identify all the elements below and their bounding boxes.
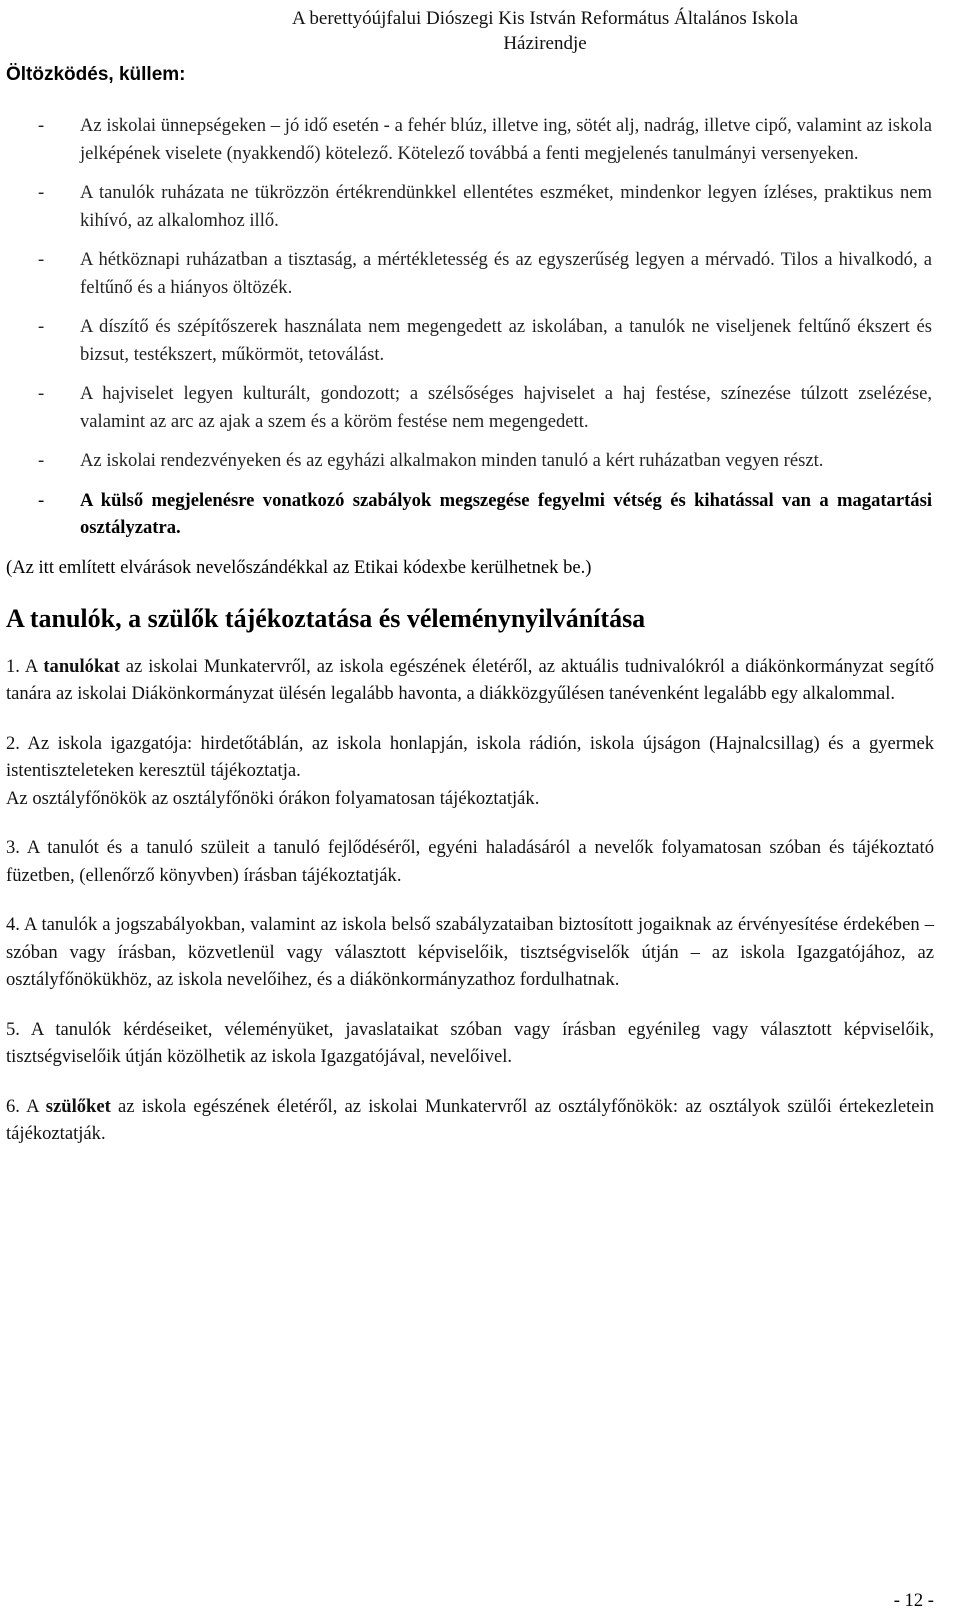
paragraph-text: 4. A tanulók a jogszabályokban, valamint az iskola belső szabályzataiban biztosított jogaiknak az érvényesítése érdekében – szóban vagy írásban, közvetlenül vagy választott képviselőik, tisztségviselők útján – az iskola Igazgatójához, az osztályfőnökükhöz, az iskola nevelőihez, és a diákönkormányzathoz fordulhatnak. bbox=[6, 914, 934, 990]
list-item bbox=[6, 246, 934, 301]
paragraph-text: 6. A bbox=[6, 1095, 46, 1117]
paragraph-text: 3. A tanulót és a tanuló szüleit a tanuló fejlődéséről, egyéni haladásáról a nevelők folyamatosan szóban és tájékoztató füzetben, (ellenőrző könyvben) írásban tájékoztatják. bbox=[6, 837, 934, 886]
paragraph-bold-text: tanulókat bbox=[43, 655, 120, 677]
list-item bbox=[6, 112, 934, 167]
numbered-paragraph bbox=[6, 730, 934, 813]
note-paragraph: (Az itt említett elvárások nevelőszándékkal az Etikai kódexbe kerülhetnek be.) bbox=[6, 556, 592, 578]
document-name: Házirendje bbox=[503, 33, 587, 54]
list-item-text: Az iskolai ünnepségeken – jó idő esetén - a fehér blúz, illetve ing, sötét alj, nadrág, illetve cipő, valamint az iskola jelképének viselete (nyakkendő) kötelező. Kötelező továbbá a fenti megjelenés tanulmányi versenyeken. bbox=[80, 115, 932, 164]
numbered-paragraph bbox=[6, 1016, 934, 1071]
numbered-paragraph bbox=[6, 653, 934, 708]
section-title: Öltözködés, küllem: bbox=[6, 64, 186, 85]
paragraph-bold-text: szülőket bbox=[45, 1095, 111, 1117]
section-heading: A tanulók, a szülők tájékoztatása és véleménynyilvánítása bbox=[6, 603, 646, 633]
list-item-text: A külső megjelenésre vonatkozó szabályok megszegése fegyelmi vétség és kihatással van a magatartási osztályzatra. bbox=[80, 489, 932, 538]
list-item-text: A hajviselet legyen kulturált, gondozott; a szélsőséges hajviselet a haj festése, színezése túlzott zselézése, valamint az arc az ajak a szem és a köröm festése nem megengedett. bbox=[80, 383, 932, 432]
bullet-dash: - bbox=[38, 316, 45, 337]
paragraph-text-line2: Az osztályfőnökök az osztályfőnöki órákon folyamatosan tájékoztatják. bbox=[6, 787, 540, 809]
list-item-text: Az iskolai rendezvényeken és az egyházi alkalmakon minden tanuló a kért ruházatban vegyen részt. bbox=[80, 450, 824, 471]
list-item bbox=[6, 380, 934, 435]
list-item bbox=[6, 447, 934, 475]
list-item-text: A díszítő és szépítőszerek használata nem megengedett az iskolában, a tanulók ne viseljenek feltűnő ékszert és bizsut, testékszert, műkörmöt, tetoválást. bbox=[80, 316, 932, 365]
numbered-paragraph bbox=[6, 911, 934, 994]
list-item-text: A tanulók ruházata ne tükrözzön értékrendünkkel ellentétes eszméket, mindenkor legyen ízléses, praktikus nem kihívó, az alkalomhoz illő. bbox=[80, 182, 932, 231]
bullet-dash: - bbox=[38, 450, 45, 471]
bullet-dash: - bbox=[38, 182, 45, 203]
rules-list bbox=[6, 112, 934, 542]
page-header bbox=[6, 0, 934, 56]
paragraph-text: 1. A bbox=[6, 655, 44, 677]
numbered-paragraph bbox=[6, 1093, 934, 1148]
page-number: - 12 - bbox=[893, 1590, 934, 1611]
bullet-dash: - bbox=[38, 249, 45, 270]
school-name: A berettyóújfalui Diószegi Kis István Református Általános Iskola bbox=[291, 8, 799, 29]
list-item bbox=[6, 179, 934, 234]
bullet-dash: - bbox=[38, 115, 45, 136]
bullet-dash: - bbox=[38, 489, 45, 511]
paragraph-text: 2. Az iskola igazgatója: hirdetőtáblán, az iskola honlapján, iskola rádión, iskola újságon (Hajnalcsillag) és a gyermek istentiszteleteken keresztül tájékoztatja. bbox=[6, 732, 934, 781]
paragraph-text: az iskolai Munkatervről, az iskola egészének életéről, az aktuális tudnivalókról a diákönkormányzat segítő tanára az iskolai Diákönkormányzat ülésén legalább havonta, a diákközgyűlésen tanévenként legalább egy alkalommal. bbox=[6, 655, 935, 704]
paragraph-text: az iskola egészének életéről, az iskolai Munkatervről az osztályfőnökök: az osztályok szülői értekezletein tájékoztatják. bbox=[6, 1095, 934, 1144]
list-item bbox=[6, 313, 934, 368]
numbered-paragraph bbox=[6, 834, 934, 889]
bullet-dash: - bbox=[38, 383, 45, 404]
paragraph-text: 5. A tanulók kérdéseiket, véleményüket, javaslataikat szóban vagy írásban egyénileg vagy választott képviselőik, tisztségviselőik útján közölhetik az iskola Igazgatójával, nevelőivel. bbox=[6, 1018, 934, 1067]
list-item-text: A hétköznapi ruházatban a tisztaság, a mértékletesség és az egyszerűség legyen a mérvadó. Tilos a hivalkodó, a feltűnő és a hiányos öltözék. bbox=[80, 249, 932, 298]
list-item-emphasized bbox=[6, 487, 934, 542]
